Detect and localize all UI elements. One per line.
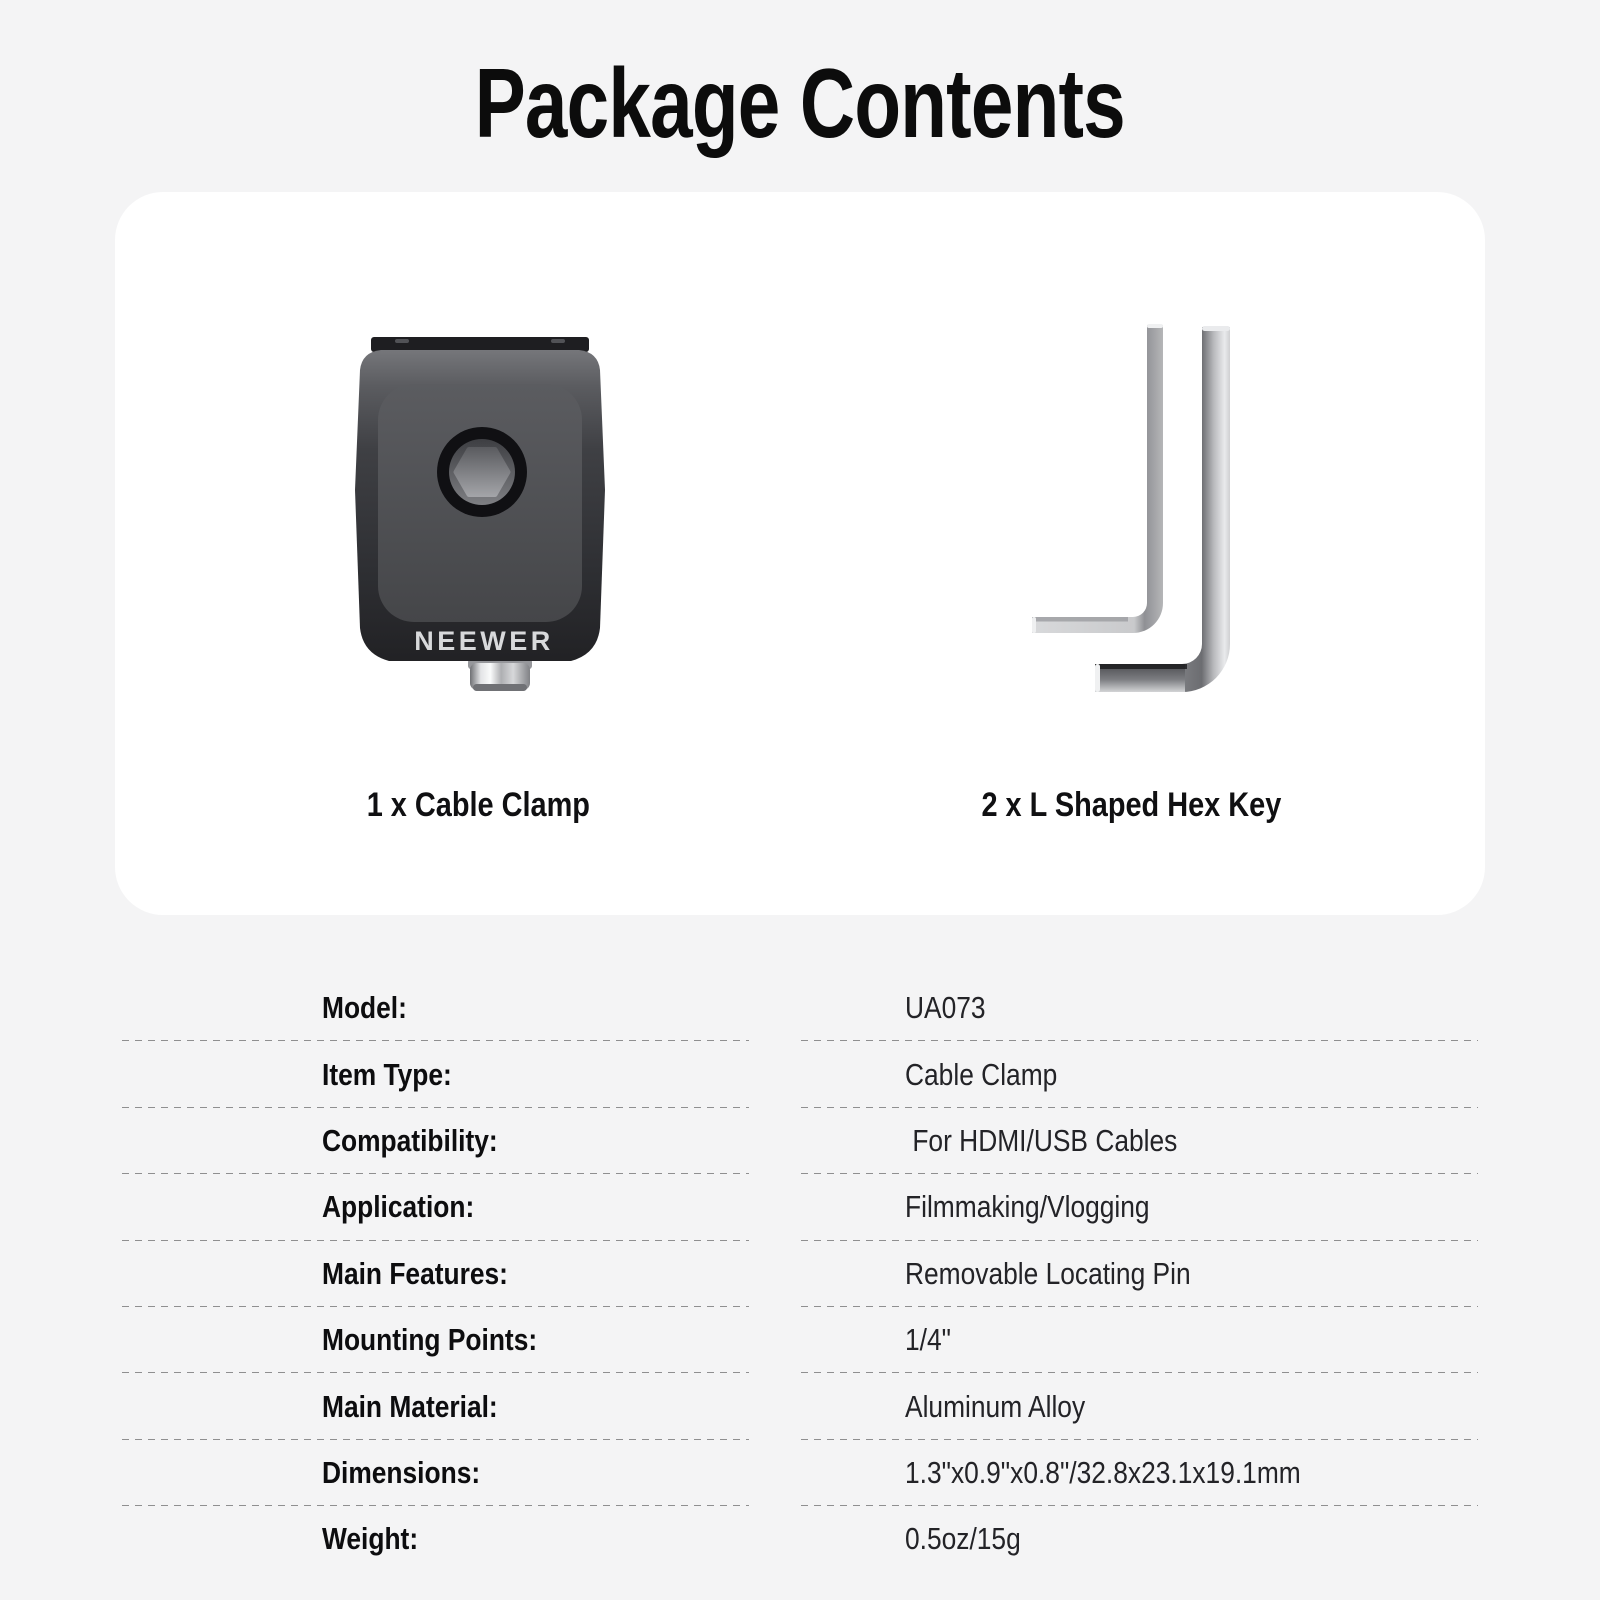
spec-table [122, 975, 1478, 1573]
spec-value: UA073 [801, 975, 1478, 1041]
spec-row-dimensions [122, 1440, 1478, 1506]
hex-key-small [1032, 324, 1163, 633]
page-title [383, 48, 1217, 158]
cable-clamp-caption-text: 1 x Cable Clamp [366, 786, 590, 824]
spec-value: 1.3"x0.9"x0.8"/32.8x23.1x19.1mm [801, 1440, 1478, 1506]
thumbscrew-knob [468, 659, 532, 691]
spec-label: Main Features: [122, 1241, 749, 1307]
spec-row-main-features [122, 1241, 1478, 1307]
spec-label: Dimensions: [122, 1440, 749, 1506]
hex-socket-screw [437, 427, 527, 517]
spec-value: Cable Clamp [801, 1041, 1478, 1107]
cable-clamp-caption [278, 784, 678, 826]
clamp-top-plate [371, 337, 589, 352]
hex-key-caption-text: 2 x L Shaped Hex Key [981, 786, 1281, 824]
hex-key-caption [931, 784, 1331, 826]
cable-clamp-image [355, 330, 605, 702]
spec-row-model [122, 975, 1478, 1041]
spec-label: Item Type: [122, 1041, 749, 1107]
spec-label: Compatibility: [122, 1108, 749, 1174]
spec-value: 0.5oz/15g [905, 1521, 1021, 1557]
spec-value: Removable Locating Pin [801, 1241, 1478, 1307]
spec-value: 1/4" [801, 1307, 1478, 1373]
page-header [0, 0, 1600, 192]
spec-label: Main Material: [122, 1373, 749, 1439]
spec-row-main-material [122, 1373, 1478, 1439]
spec-row-compatibility [122, 1108, 1478, 1174]
clamp-brand-logo: NEEWER [414, 626, 554, 656]
hex-keys-image [1020, 310, 1360, 710]
spec-label: Model: [122, 975, 749, 1041]
spec-row-application [122, 1174, 1478, 1240]
spec-row-mounting-points [122, 1307, 1478, 1373]
spec-label: Weight: [322, 1521, 419, 1557]
spec-row-item-type [122, 1041, 1478, 1107]
spec-value: Filmmaking/Vlogging [801, 1174, 1478, 1240]
spec-value: For HDMI/USB Cables [801, 1108, 1478, 1174]
spec-label: Mounting Points: [122, 1307, 749, 1373]
spec-row-weight [122, 1506, 1478, 1572]
package-contents-card [115, 192, 1485, 915]
page-title-text: Package Contents [474, 48, 1126, 158]
spec-value: Aluminum Alloy [801, 1373, 1478, 1439]
spec-label: Application: [122, 1174, 749, 1240]
